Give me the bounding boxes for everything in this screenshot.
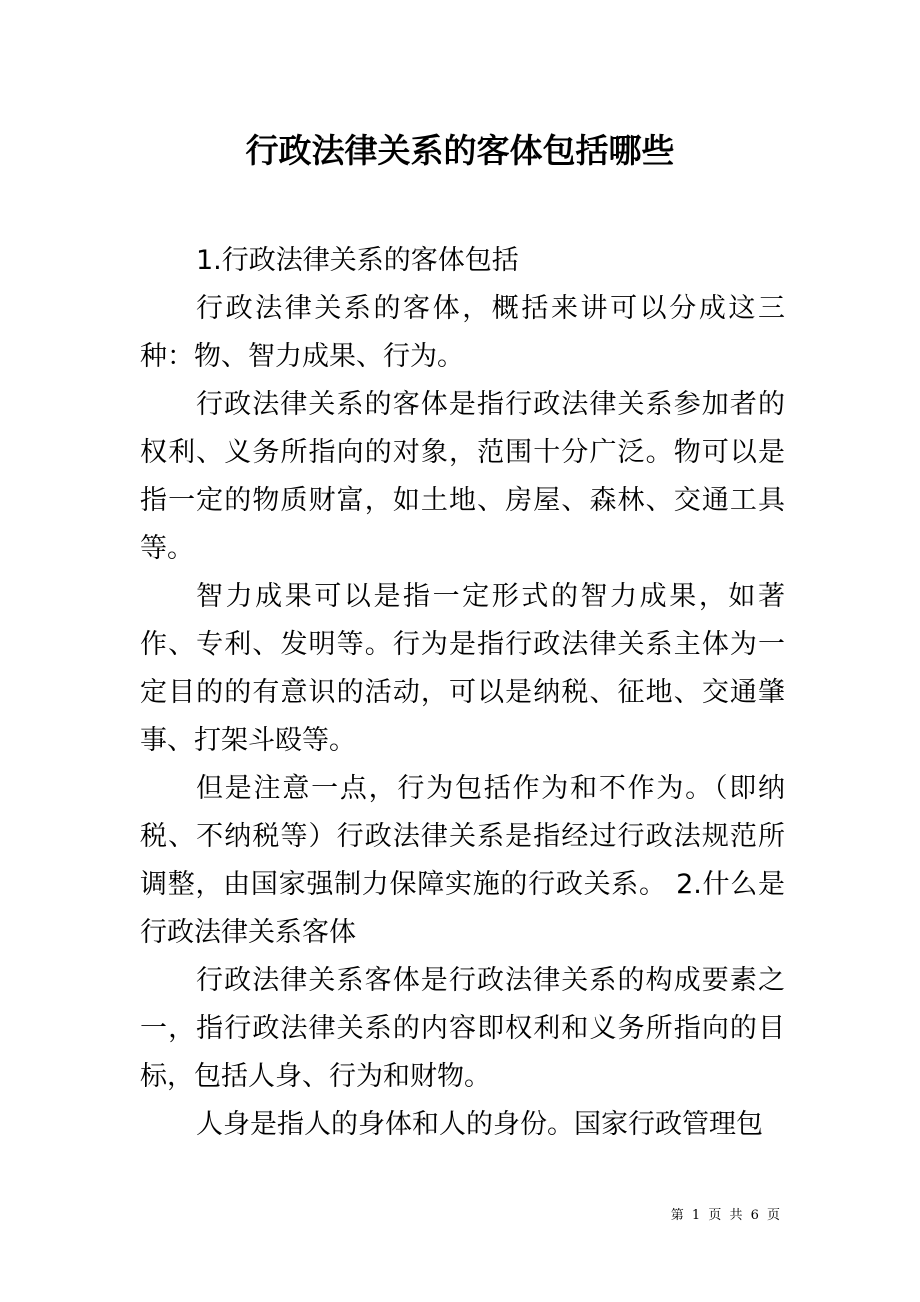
page-number-footer: 第 1 页 共 6 页	[670, 1208, 782, 1223]
paragraph: 行政法律关系客体是行政法律关系的构成要素之一，指行政法律关系的内容即权利和义务所指向的目标，包括人身、行为和财物。	[140, 965, 785, 1092]
document-body	[140, 237, 785, 1149]
paragraph: 行政法律关系的客体是指行政法律关系参加者的权利、义务所指向的对象，范围十分广泛。物可以是指一定的物质财富，如土地、房屋、森林、交通工具等。	[140, 389, 785, 564]
paragraph: 智力成果可以是指一定形式的智力成果，如著作、专利、发明等。行为是指行政法律关系主体为一定目的的有意识的活动，可以是纳税、征地、交通肇事、打架斗殴等。	[140, 581, 785, 756]
paragraph: 但是注意一点，行为包括作为和不作为。（即纳税、不纳税等）行政法律关系是指经过行政法规范所调整，由国家强制力保障实施的行政关系。 2.什么是行政法律关系客体	[140, 773, 785, 948]
document-title: 行政法律关系的客体包括哪些	[245, 131, 675, 170]
paragraph: 人身是指人的身体和人的身份。国家行政管理包	[196, 1109, 763, 1140]
paragraph: 行政法律关系的客体，概括来讲可以分成这三种：物、智力成果、行为。	[140, 293, 785, 372]
paragraph-heading-1: 1.行政法律关系的客体包括	[196, 245, 519, 276]
